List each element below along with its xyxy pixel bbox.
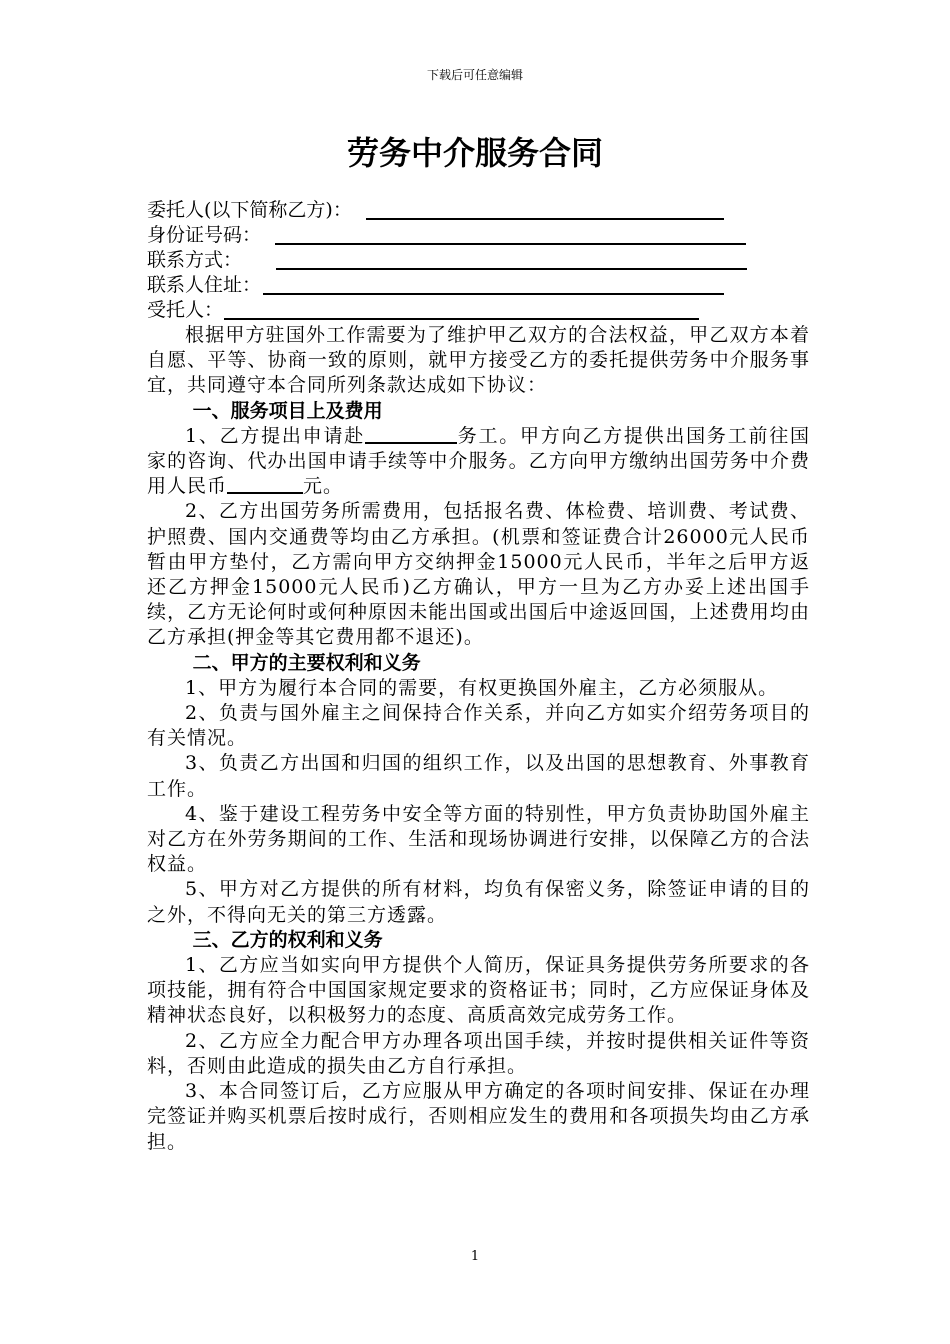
clause-text: 务工。甲方向乙方提供出国务工前往国家的咨询、代办出国申请手续等中介服务。乙方向甲方缴纳出国劳务中介费用人民币 [147,424,810,498]
section-heading: 三、乙方的权利和义务 [192,928,383,951]
clause-paragraph: 1、甲方为履行本合同的需要，有权更换国外雇主，乙方必须服从。 [185,676,779,699]
header-note: 下载后可任意编辑 [426,68,523,82]
fill-blank [276,250,747,270]
fill-blank [227,474,303,494]
clause-text: 1、乙方提出申请赴 [185,424,365,447]
field-contact [147,248,810,273]
fill-blank [365,424,457,444]
fill-blank [275,225,746,245]
intro-paragraph: 根据甲方驻国外工作需要为了维护甲乙双方的合法权益，甲乙双方本着自愿、平等、协商一致的原则，就甲方接受乙方的委托提供劳务中介服务事宜，共同遵守本合同所列条款达成如下协议： [147,324,810,397]
field-address [147,273,810,298]
clause-paragraph: 3、负责乙方出国和归国的组织工作，以及出国的思想教育、外事教育工作。 [147,752,810,800]
clause-text: 元。 [303,475,344,498]
clause-paragraph: 3、本合同签订后，乙方应服从甲方确定的各项时间安排、保证在办理完签证并购买机票后按时成行，否则相应发生的费用和各项损失均由乙方承担。 [147,1080,810,1153]
clause-paragraph [147,424,810,500]
field-label: 身份证号码： [147,224,262,246]
page-number: 1 [470,1249,480,1264]
contract-body [147,198,810,1155]
field-client [147,198,810,223]
fill-blank [263,275,724,295]
contract-title: 劳务中介服务合同 [346,134,603,172]
fill-blank [224,300,699,320]
clause-paragraph: 2、乙方出国劳务所需费用，包括报名费、体检费、培训费、考试费、护照费、国内交通费等均由乙方承担。(机票和签证费合计26000元人民币暂由甲方垫付，乙方需向甲方交纳押金15000元人民币，半年之后甲方返还乙方押金15000元人民币)乙方确认，甲方一旦为乙方办妥上述出国手续，乙方无论何时或何种原因未能出国或出国后中途返回国，上述费用均由乙方承担(押金等其它费用都不退还)。 [147,500,810,649]
field-id-number [147,223,810,248]
field-label: 受托人： [147,299,224,321]
fill-blank [366,200,724,220]
clause-paragraph: 4、鉴于建设工程劳务中安全等方面的特别性，甲方负责协助国外雇主对乙方在外劳务期间的工作、生活和现场协调进行安排，以保障乙方的合法权益。 [147,802,810,876]
clause-paragraph: 2、负责与国外雇主之间保持合作关系，并向乙方如实介绍劳务项目的有关情况。 [147,702,810,750]
field-trustee [147,298,810,323]
field-label: 联系方式： [147,249,243,271]
section-heading: 一、服务项目上及费用 [192,399,383,422]
clause-paragraph: 1、乙方应当如实向甲方提供个人简历，保证具务提供劳务所要求的各项技能，拥有符合中国国家规定要求的资格证书；同时，乙方应保证身体及精神状态良好，以积极努力的态度、高质高效完成劳务工作。 [147,954,810,1027]
field-label: 委托人(以下简称乙方)： [147,199,352,221]
field-label: 联系人住址： [147,274,262,296]
section-heading: 二、甲方的主要权利和义务 [192,651,421,674]
clause-paragraph: 2、乙方应全力配合甲方办理各项出国手续，并按时提供相关证件等资料，否则由此造成的损失由乙方自行承担。 [147,1029,810,1077]
clause-paragraph: 5、甲方对乙方提供的所有材料，均负有保密义务，除签证申请的目的之外，不得向无关的第三方透露。 [147,878,810,926]
